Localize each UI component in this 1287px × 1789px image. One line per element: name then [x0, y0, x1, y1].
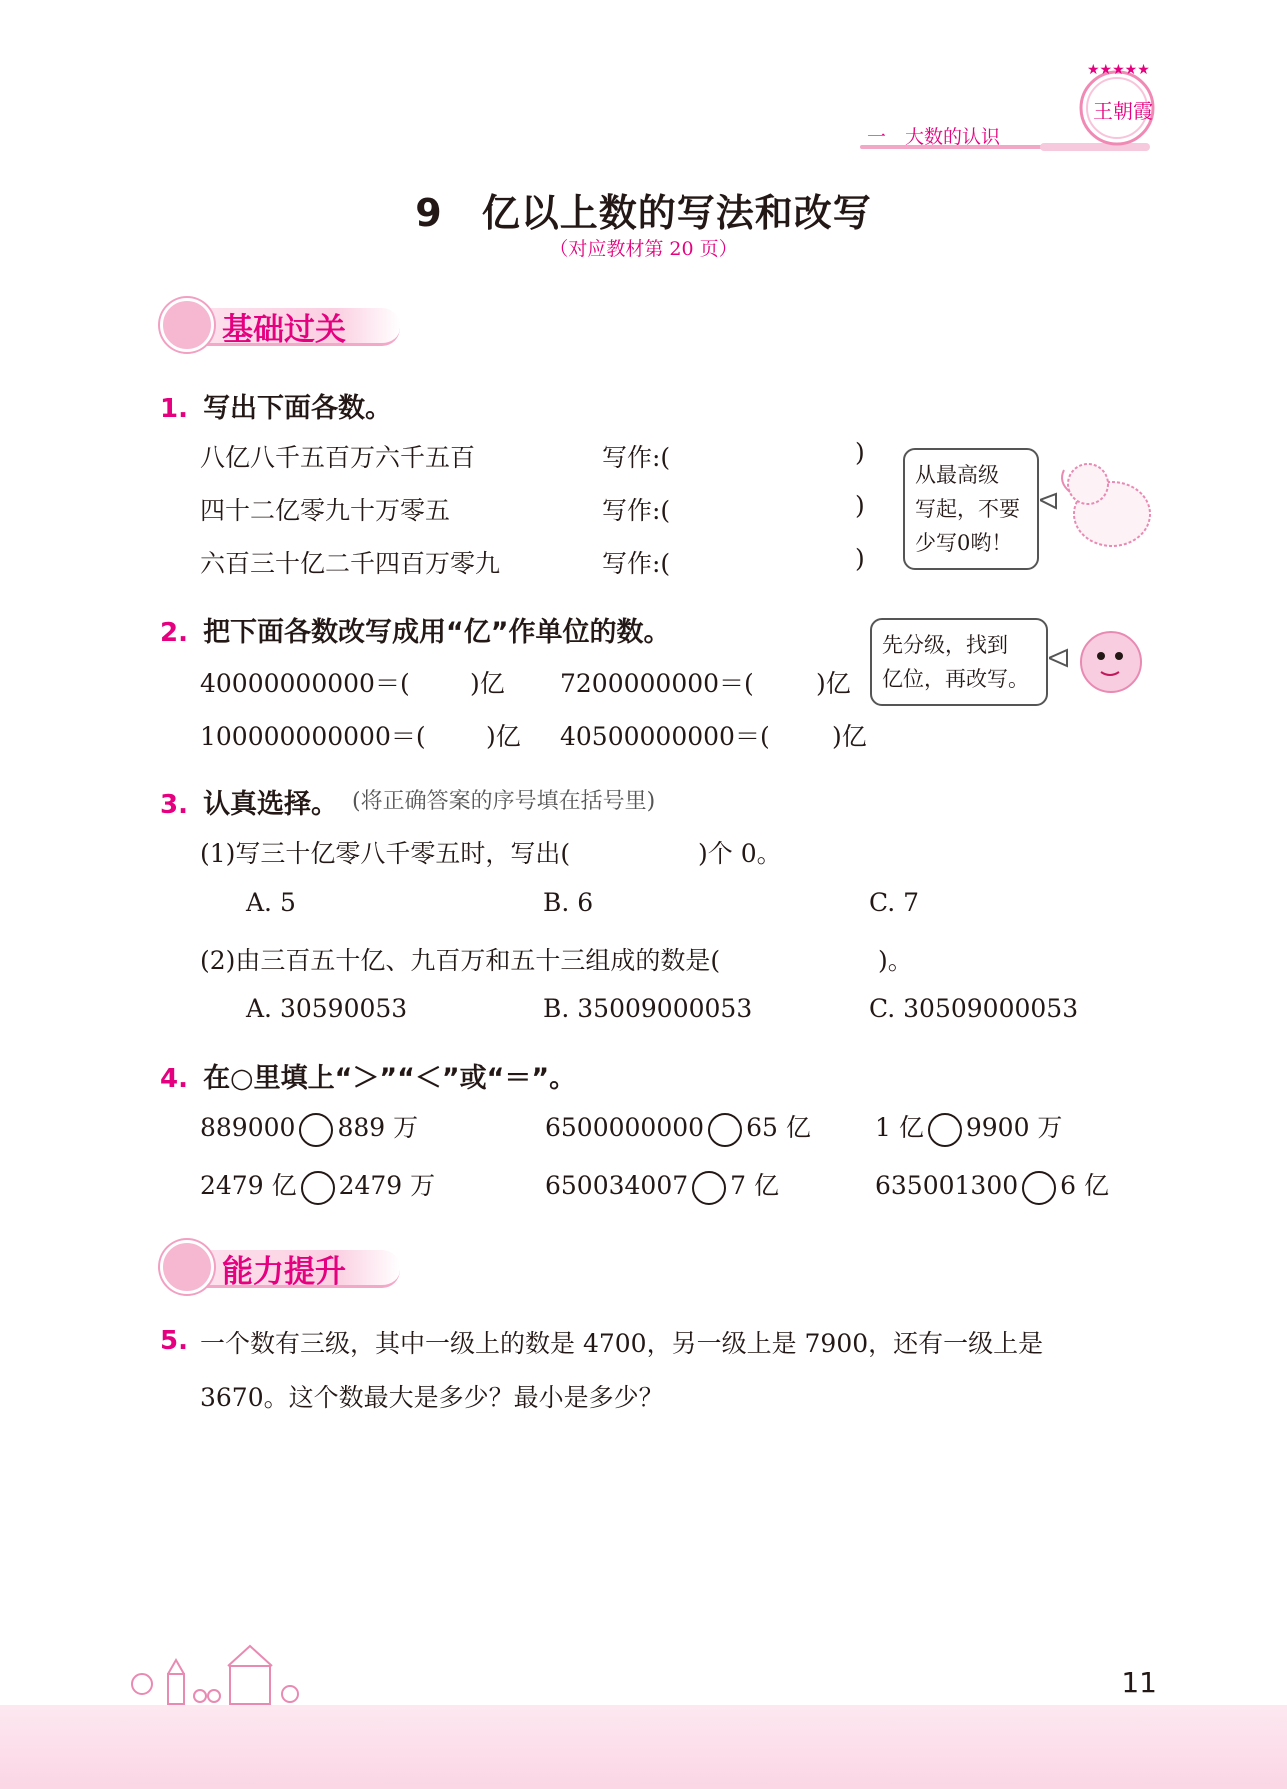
q2-answer-3[interactable]: )亿: [486, 722, 521, 751]
q3-sub2-answer[interactable]: )。: [878, 946, 913, 975]
town-decoration-icon: [120, 1640, 320, 1710]
q2-answer-1[interactable]: )亿: [470, 669, 505, 698]
q3-sub1-option-a[interactable]: A. 5: [246, 888, 296, 917]
hint-bubble-1: 从最高级 写起，不要 少写0哟！: [903, 448, 1039, 570]
question-number: 5.: [160, 1326, 188, 1356]
question-title: 把下面各数改写成用“亿”作单位的数。: [203, 617, 671, 648]
section-banner-advanced: 能力提升: [160, 1240, 410, 1296]
q1-answer-2[interactable]: 写作:(: [602, 496, 671, 525]
question-number: 1.: [160, 394, 188, 424]
question-title: 写出下面各数。: [203, 393, 393, 424]
compare-item-4: 2479 亿 2479 万: [200, 1166, 435, 1205]
q3-sub1-answer[interactable]: )个 0。: [698, 839, 782, 868]
page-title: 9 亿以上数的写法和改写: [415, 191, 872, 235]
q3-sub1-option-c[interactable]: C. 7: [869, 888, 920, 917]
monkey-avatar-icon: [160, 1240, 214, 1294]
footer-band: [0, 1705, 1287, 1789]
q3-sub2-option-c[interactable]: C. 30509000053: [869, 994, 1079, 1023]
question-number: 3.: [160, 790, 188, 820]
compare-circle[interactable]: [692, 1171, 726, 1205]
q1-item-2: 四十二亿零九十万零五: [200, 496, 451, 525]
q3-sub1-option-b[interactable]: B. 6: [543, 888, 594, 917]
publisher-logo: [1075, 60, 1160, 155]
question-title: 在○里填上“＞”“＜”或“＝”。: [203, 1063, 577, 1094]
q2-answer-2[interactable]: )亿: [816, 669, 851, 698]
q3-sub2-option-b[interactable]: B. 35009000053: [543, 994, 753, 1023]
compare-circle[interactable]: [301, 1171, 335, 1205]
q3-sub1-stem: (1)写三十亿零八千零五时，写出(: [200, 839, 571, 868]
q1-item-3: 六百三十亿二千四百万零九: [200, 549, 501, 578]
q1-answer-3[interactable]: 写作:(: [602, 549, 671, 578]
svg-text:王朝霞: 王朝霞: [1093, 99, 1153, 123]
q2-answer-4[interactable]: )亿: [832, 722, 867, 751]
q3-sub2-stem: (2)由三百五十亿、九百万和五十三组成的数是(: [200, 946, 721, 975]
compare-item-1: 889000 889 万: [200, 1108, 418, 1147]
compare-item-5: 650034007 7 亿: [545, 1166, 779, 1205]
question-number: 4.: [160, 1064, 188, 1094]
compare-circle[interactable]: [708, 1113, 742, 1147]
compare-circle[interactable]: [299, 1113, 333, 1147]
svg-text:★★★★★: ★★★★★: [1087, 62, 1150, 78]
q2-item-3: 100000000000＝(: [200, 722, 426, 751]
q1-answer-1[interactable]: 写作:(: [602, 443, 671, 472]
compare-item-6: 635001300 6 亿: [875, 1166, 1109, 1205]
q2-item-2: 7200000000＝(: [560, 669, 754, 698]
q2-item-1: 40000000000＝(: [200, 669, 410, 698]
question-hint: (将正确答案的序号填在括号里): [352, 789, 656, 814]
question-number: 2.: [160, 618, 188, 648]
page-number: 11: [1121, 1666, 1157, 1699]
q1-item-1: 八亿八千五百万六千五百: [200, 443, 476, 472]
section-banner-basic: 基础过关: [160, 298, 410, 354]
q3-sub2-option-a[interactable]: A. 30590053: [246, 994, 408, 1023]
pink-ball-character-icon: [1049, 614, 1161, 704]
question-title: 认真选择。: [203, 789, 339, 820]
girl-avatar-icon: [160, 298, 214, 352]
compare-circle[interactable]: [1022, 1171, 1056, 1205]
q5-text-line1: 一个数有三级，其中一级上的数是 4700，另一级上是 7900，还有一级上是: [200, 1329, 1044, 1358]
chapter-header: 一 大数的认识: [867, 126, 1001, 148]
q2-item-4: 40500000000＝(: [560, 722, 770, 751]
elephant-icon: [1040, 452, 1160, 562]
hint-bubble-2: 先分级，找到 亿位，再改写。: [870, 618, 1048, 706]
compare-item-3: 1 亿 9900 万: [875, 1108, 1062, 1147]
compare-circle[interactable]: [928, 1113, 962, 1147]
compare-item-2: 6500000000 65 亿: [545, 1108, 811, 1147]
q5-text-line2: 3670。这个数最大是多少？最小是多少？: [200, 1383, 664, 1412]
page-subtitle: （对应教材第 20 页）: [549, 238, 738, 260]
